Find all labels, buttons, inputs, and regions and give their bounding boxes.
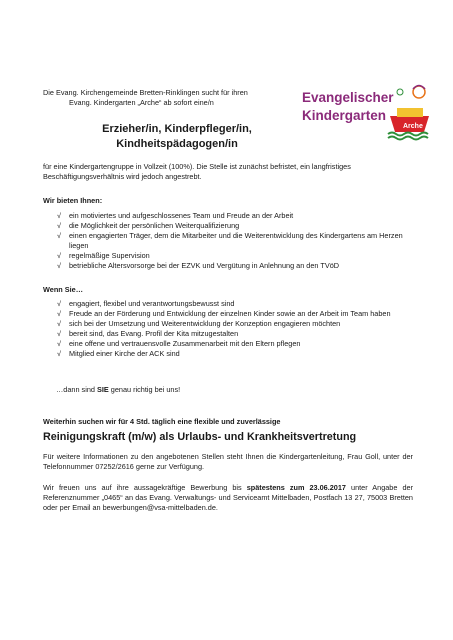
closing-emphasis: SIE <box>96 385 109 394</box>
wave-icon <box>388 133 428 136</box>
checkmark-icon: √ <box>57 329 62 338</box>
list-item: √ ein motiviertes und aufgeschlossenes Team und Freude an der Arbeit <box>57 211 294 220</box>
logo-badge: Arche <box>403 123 423 130</box>
checkmark-icon: √ <box>57 221 62 230</box>
paragraph-position: für eine Kindergartengruppe in Vollzeit (100%). Die Stelle ist zunächst befristet, ein langfristiges Beschäftigungsverhältnis wird jedoch angestrebt. <box>43 162 351 181</box>
checkmark-icon: √ <box>57 231 62 240</box>
intro-line-1: Die Evang. Kirchengemeinde Bretten-Rinklingen sucht für ihren <box>43 88 248 97</box>
list-item: √ einen engagierten Träger, dem die Mitarbeiter und die Weiterentwicklung des Kindergartens am Herzen liegen <box>57 231 403 250</box>
requirements-heading: Wenn Sie… <box>43 285 84 294</box>
cleaning-job-title: Reinigungskraft (m/w) als Urlaubs- und Krankheitsvertretung <box>43 431 357 443</box>
job-title <box>43 122 311 151</box>
paragraph-contact: Für weitere Informationen zu den angebotenen Stellen steht Ihnen die Kindergartenleitung, Frau Goll, unter der Telefonnummer 07252/2616 gerne zur Verfügung. <box>43 452 413 471</box>
list-item: √ die Möglichkeit der persönlichen Weiterqualifizierung <box>57 221 240 230</box>
checkmark-icon: √ <box>57 319 62 328</box>
deadline-emphasis: spätestens zum 23.06.2017 <box>246 483 346 492</box>
balloon-icon <box>397 89 403 95</box>
checkmark-icon: √ <box>57 261 62 270</box>
ark-deck-icon <box>397 108 423 117</box>
checkmark-icon: √ <box>57 309 62 318</box>
wave-icon-2 <box>388 137 428 140</box>
list-item: √ Mitglied einer Kirche der ACK sind <box>57 349 180 358</box>
checkmark-icon: √ <box>57 339 62 348</box>
paragraph-application: Wir freuen uns auf ihre aussagekräftige Bewerbung bis spätestens zum 23.06.2017 unter Angabe der Referenznummer „0465“ an das Evang. Verwaltungs- und Serviceamt Mittelbaden, Postfach 13 27, 75003 Bretten oder per Email an bewerbungen@vsa-mittelbaden.de. <box>43 483 413 512</box>
list-item: √ engagiert, flexibel und verantwortungsbewusst sind <box>57 299 235 308</box>
further-heading: Weiterhin suchen wir für 4 Std. täglich eine flexible und zuverlässige <box>43 417 281 426</box>
job-title-line-1: Erzieher/in, Kinderpfleger/in, <box>102 123 252 135</box>
intro-line-2: Evang. Kindergarten „Arche“ ab sofort eine/n <box>69 98 214 107</box>
offer-list <box>43 211 413 271</box>
offer-heading: Wir bieten Ihnen: <box>43 196 103 205</box>
list-item: √ Freude an der Förderung und Entwicklung der einzelnen Kinder sowie an der Arbeit im Team haben <box>57 309 391 318</box>
list-item: √ bereit sind, das Evang. Profil der Kita mitzugestalten <box>57 329 239 338</box>
list-item: √ eine offene und vertrauensvolle Zusammenarbeit mit den Eltern pflegen <box>57 339 301 348</box>
list-item: √ sich bei der Umsetzung und Weiterentwicklung der Konzeption engagieren möchten <box>57 319 341 328</box>
checkmark-icon: √ <box>57 211 62 220</box>
kindergarten-logo <box>302 80 432 142</box>
intro-text <box>43 88 293 108</box>
requirements-list <box>43 299 413 359</box>
checkmark-icon: √ <box>57 251 62 260</box>
closing-line: …dann sind SIE genau richtig bei uns! <box>56 385 181 394</box>
logo-line-1: Evangelischer <box>302 90 394 105</box>
logo-line-2: Kindergarten <box>302 108 387 123</box>
checkmark-icon: √ <box>57 299 62 308</box>
checkmark-icon: √ <box>57 349 62 358</box>
list-item: √ regelmäßige Supervision <box>57 251 150 260</box>
list-item: √ betriebliche Altersvorsorge bei der EZVK und Vergütung in Anlehnung an den TVöD <box>57 261 340 270</box>
job-title-line-2: Kindheitspädagogen/in <box>116 137 238 150</box>
